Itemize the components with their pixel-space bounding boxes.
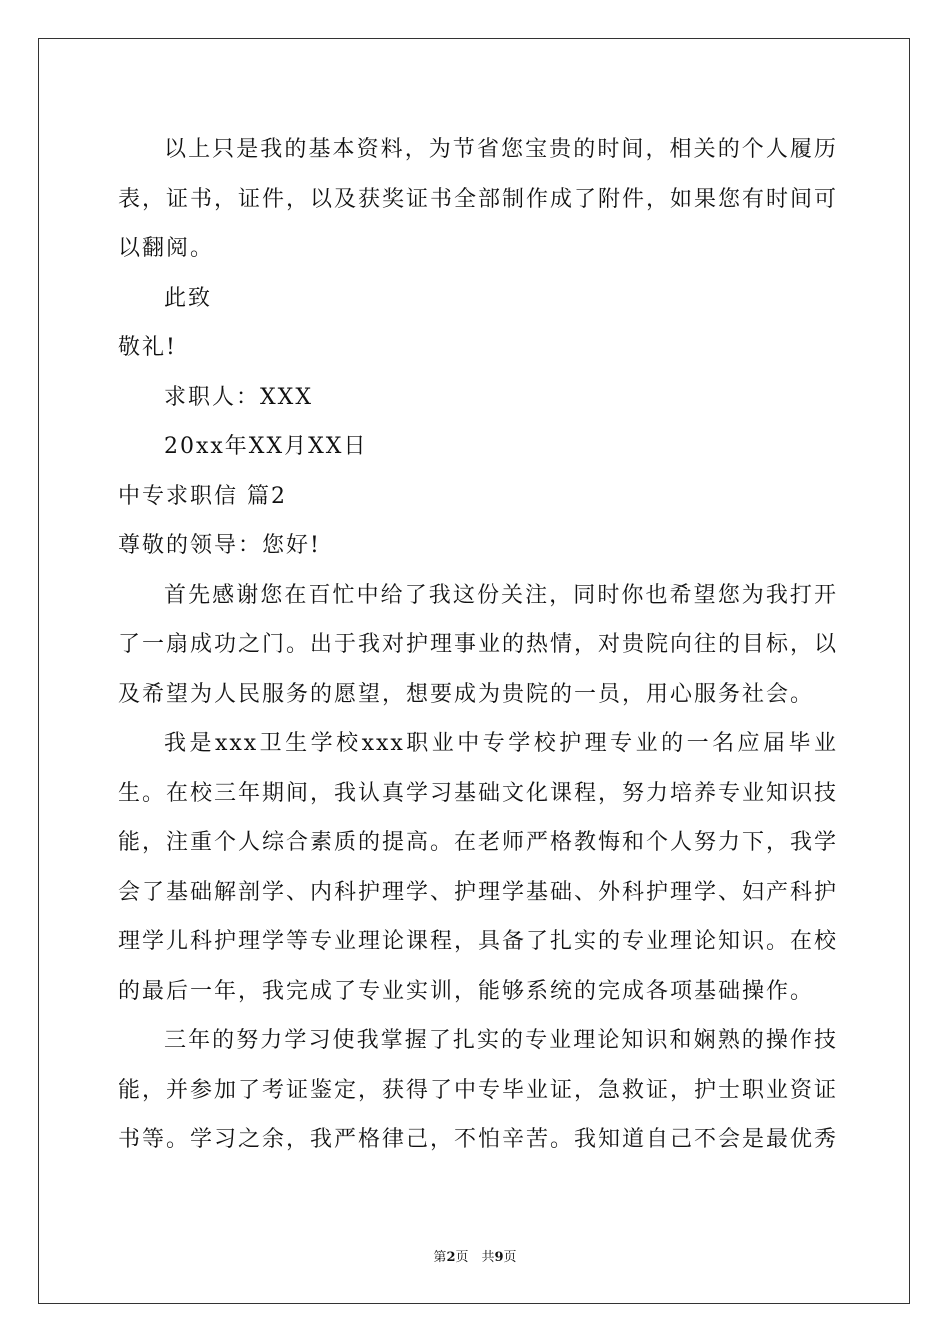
paragraph-skills: 三年的努力学习使我掌握了扎实的专业理论知识和娴熟的操作技能，并参加了考证鉴定，获得了中专毕业证，急救证，护士职业资证书等。学习之余，我严格律己，不怕辛苦。我知道自己不会是最优秀 <box>118 1028 839 1152</box>
paragraph-attachments: 以上只是我的基本资料，为节省您宝贵的时间，相关的个人履历表，证书，证件，以及获奖证书全部制作成了附件，如果您有时间可以翻阅。 <box>118 137 839 261</box>
closing-regards: 敬礼! <box>118 335 177 360</box>
closing-salutation: 此致 <box>164 285 213 311</box>
page-current: 2 <box>446 1250 456 1265</box>
paragraph-education: 我是xxx卫生学校xxx职业中专学校护理专业的一名应届毕业生。在校三年期间，我认真学习基础文化课程，努力培养专业知识技能，注重个人综合素质的提高。在老师严格教悔和个人努力下，我学会了基础解剖学、内科护理学、护理学基础、外科护理学、妇产科护理学儿科护理学等专业理论课程，具备了扎实的专业理论知识。在校的最后一年，我完成了专业实训，能够系统的完成各项基础操作。 <box>118 731 839 1004</box>
page-prefix: 第 <box>433 1250 447 1265</box>
page-footer <box>0 1246 950 1265</box>
greeting: 尊敬的领导：您好! <box>118 533 321 558</box>
page-total: 9 <box>494 1250 504 1265</box>
paragraph-thanks: 首先感谢您在百忙中给了我这份关注，同时你也希望您为我打开了一扇成功之门。出于我对护理事业的热情，对贵院向往的目标，以及希望为人民服务的愿望，想要成为贵院的一员，用心服务社会。 <box>118 582 839 707</box>
page-suffix: 页 <box>503 1250 517 1265</box>
letter-date: 20xx年XX月XX日 <box>164 434 368 459</box>
document-body <box>118 125 838 1165</box>
applicant-signature: 求职人：XXX <box>164 384 313 410</box>
page-mid: 页 共 <box>455 1250 495 1265</box>
section-heading: 中专求职信 篇2 <box>118 483 287 509</box>
